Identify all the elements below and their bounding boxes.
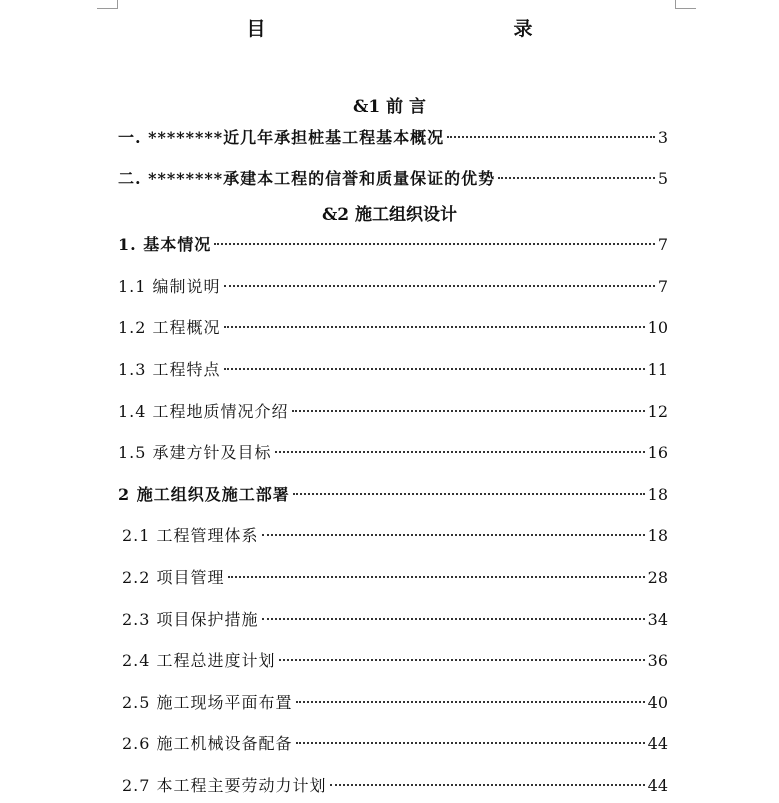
toc-entry-label: 1.3 工程特点	[118, 360, 221, 379]
toc-entry-label: 2.5 施工现场平面布置	[122, 693, 293, 712]
toc-entry-page: 18	[647, 485, 668, 504]
toc-entry[interactable]	[118, 232, 668, 258]
toc-entry[interactable]	[122, 690, 668, 716]
toc-entry-label: 1.4 工程地质情况介绍	[118, 402, 289, 421]
toc-entry-label: 2.1 工程管理体系	[122, 526, 259, 545]
toc-entry[interactable]	[118, 357, 668, 383]
toc-entry-label: 2.7 本工程主要劳动力计划	[122, 776, 327, 795]
toc-entry[interactable]	[122, 565, 668, 591]
toc-entry-label: 2.3 项目保护措施	[122, 610, 259, 629]
toc-entry-page: 7	[657, 235, 668, 254]
toc-leader-dots	[228, 576, 645, 578]
section-heading-preface: &1 前 言	[352, 97, 426, 117]
section-heading-construction-design: &2 施工组织设计	[321, 205, 458, 225]
toc-entry-page: 16	[647, 443, 668, 462]
toc-entry-label: 一. ********近几年承担桩基工程基本概况	[118, 128, 445, 147]
toc-entry-page: 18	[647, 526, 668, 545]
toc-entry[interactable]	[118, 274, 668, 300]
page-corner-mark-left	[97, 0, 118, 9]
toc-entry[interactable]	[122, 773, 668, 799]
toc-entry[interactable]	[118, 315, 668, 341]
toc-entry-page: 11	[647, 360, 668, 379]
toc-entry[interactable]	[122, 523, 668, 549]
toc-leader-dots	[224, 285, 655, 287]
toc-entry[interactable]	[122, 607, 668, 633]
toc-entry[interactable]	[118, 125, 668, 151]
page-title: 目 录	[246, 18, 603, 40]
toc-entry[interactable]	[118, 399, 668, 425]
toc-entry-page: 28	[647, 568, 668, 587]
toc-entry-page: 12	[647, 402, 668, 421]
toc-leader-dots	[447, 136, 655, 138]
toc-entry-page: 5	[657, 169, 668, 188]
toc-entry-page: 40	[647, 693, 668, 712]
toc-entry-page: 34	[647, 610, 668, 629]
toc-leader-dots	[262, 618, 645, 620]
toc-entry-label: 1.1 编制说明	[118, 277, 221, 296]
toc-leader-dots	[498, 177, 655, 179]
page-corner-mark-right	[675, 0, 696, 9]
toc-entry[interactable]	[118, 166, 668, 192]
toc-entry-page: 10	[647, 318, 668, 337]
toc-entry[interactable]	[118, 482, 668, 508]
toc-entry-page: 44	[647, 734, 668, 753]
toc-entry-label: 2.2 项目管理	[122, 568, 225, 587]
toc-entry[interactable]	[122, 648, 668, 674]
toc-entry-label: 1. 基本情况	[118, 235, 212, 254]
toc-entry-label: 1.5 承建方针及目标	[118, 443, 272, 462]
toc-leader-dots	[275, 451, 645, 453]
toc-entry-label: 2 施工组织及施工部署	[118, 485, 290, 504]
toc-leader-dots	[296, 701, 645, 703]
toc-entry-label: 2.4 工程总进度计划	[122, 651, 276, 670]
toc-leader-dots	[214, 243, 655, 245]
toc-leader-dots	[224, 368, 645, 370]
toc-entry-label: 二. ********承建本工程的信誉和质量保证的优势	[118, 169, 496, 188]
toc-entry-label: 2.6 施工机械设备配备	[122, 734, 293, 753]
toc-entry-page: 44	[647, 776, 668, 795]
toc-leader-dots	[330, 784, 645, 786]
toc-entry[interactable]	[122, 731, 668, 757]
toc-entry-page: 7	[657, 277, 668, 296]
toc-entry-page: 3	[657, 128, 668, 147]
toc-entry-page: 36	[647, 651, 668, 670]
toc-entry[interactable]	[118, 440, 668, 466]
toc-leader-dots	[296, 742, 645, 744]
toc-leader-dots	[279, 659, 645, 661]
toc-entry-label: 1.2 工程概况	[118, 318, 221, 337]
toc-leader-dots	[262, 534, 645, 536]
toc-leader-dots	[292, 410, 645, 412]
toc-leader-dots	[293, 493, 645, 495]
toc-leader-dots	[224, 326, 645, 328]
